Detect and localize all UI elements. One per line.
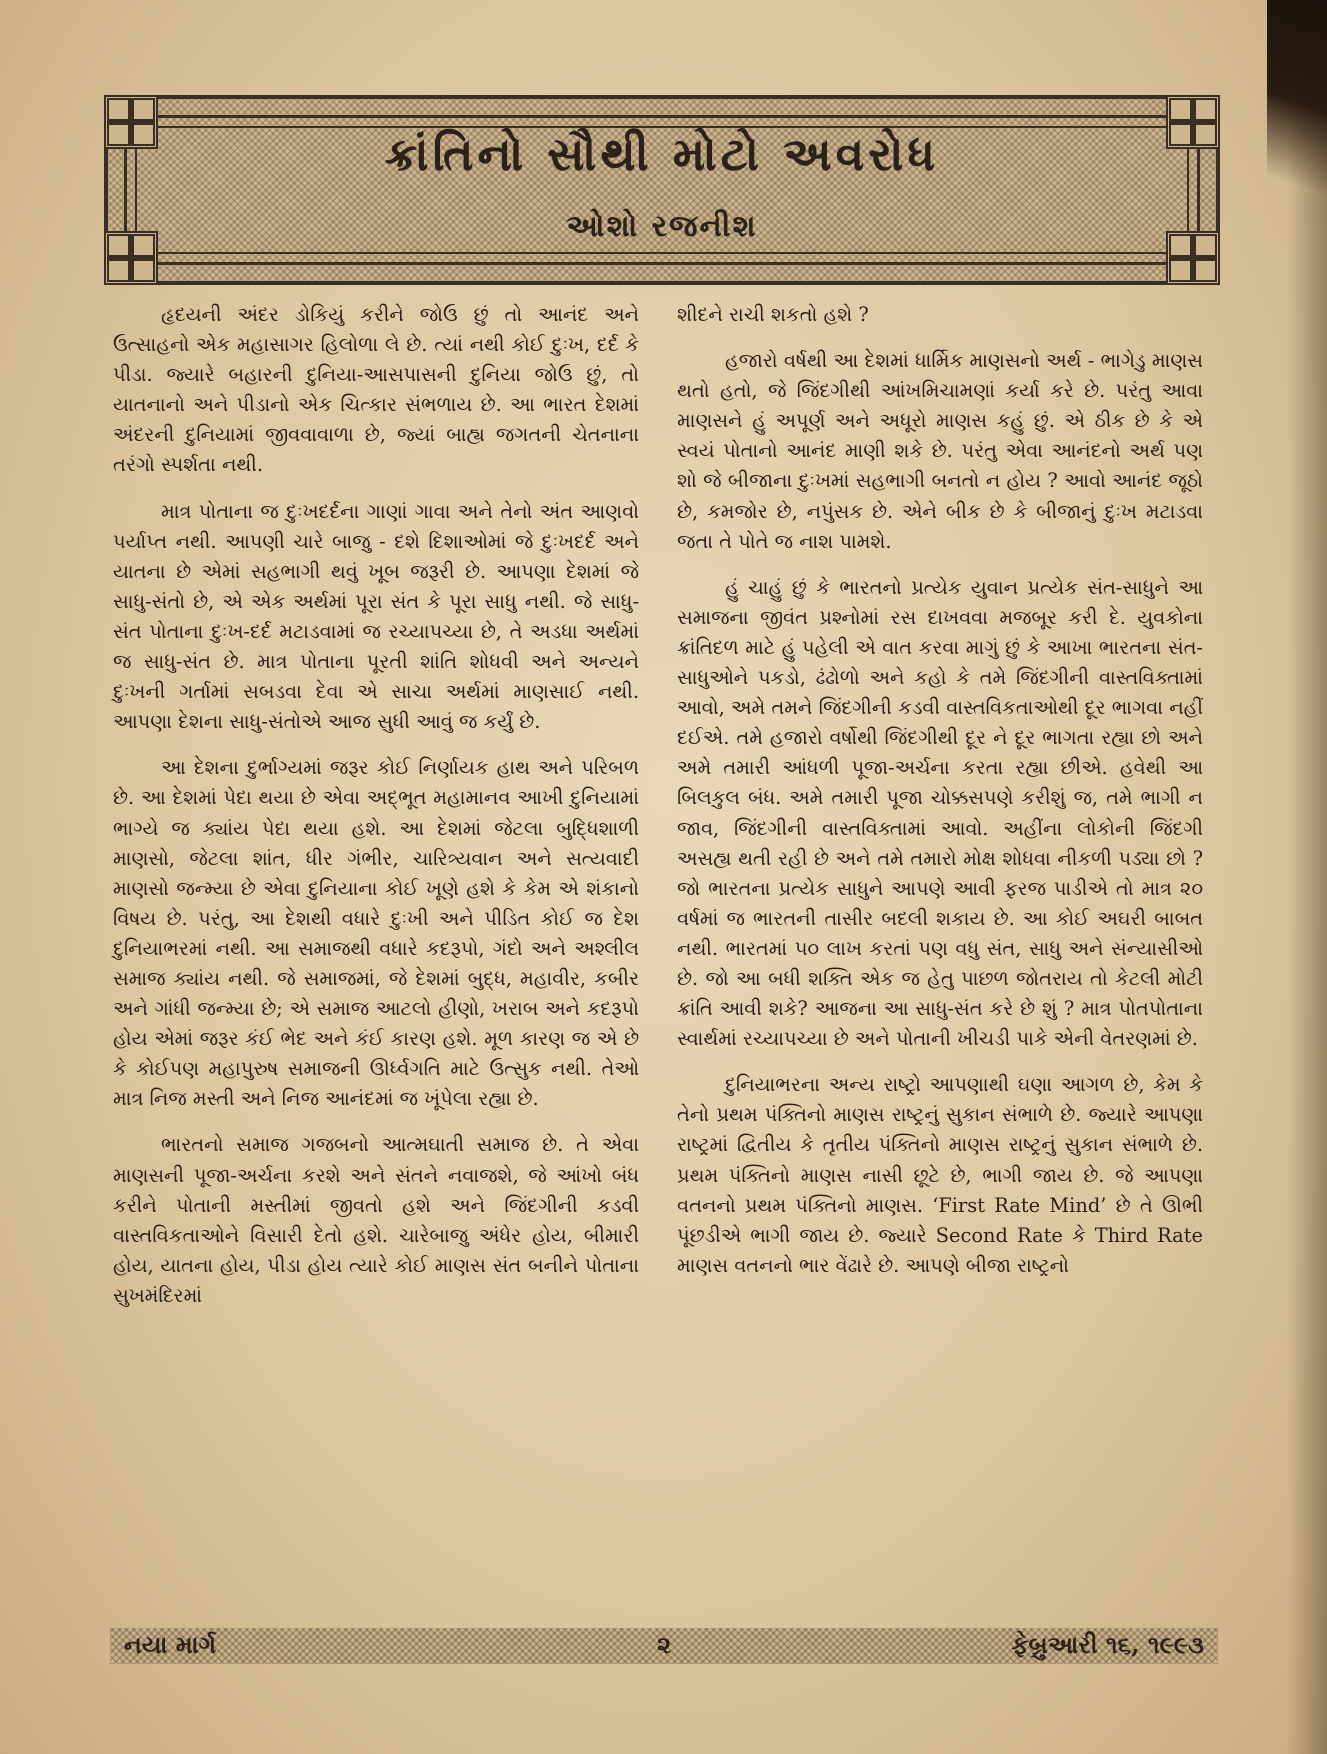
paragraph: હૃદયની અંદર ડોકિયું કરીને જોઉ છું તો આનંદ અને ઉત્સાહનો એક મહાસાગર હિલોળા લે છે. ત્યાં નથી કોઈ દુઃખ, દર્દ કે પીડા. જ્યારે બહારની દુનિયા-આસપાસની દુનિયા જોઉ છું, તો યાતનાનો અને પીડાનો એક ચિત્કાર સંભળાય છે. આ ભારત દેશમાં અંદરની દુનિયામાં જીવવાવાળા છે, જ્યાં બાહ્ય જગતની ચેતનાના તરંગો સ્પર્શતા નથી. xyxy=(113,303,639,477)
left-column xyxy=(113,300,639,1327)
title-frame xyxy=(104,95,1220,285)
issue-date: ફેબ્રુઆરી ૧૬, ૧૯૯૩ xyxy=(1011,1630,1204,1659)
page-edge-shadow xyxy=(1287,0,1327,1754)
paragraph: દુનિયાભરના અન્ય રાષ્ટ્રો આપણાથી ઘણા આગળ છે, કેમ કે તેનો પ્રથમ પંક્તિનો માણસ રાષ્ટ્રનું સુકાન સંભાળે છે. જ્યારે આપણા રાષ્ટ્રમાં દ્વિતીય કે તૃતીય પંક્તિનો માણસ રાષ્ટ્રનું સુકાન સંભાળે છે. પ્રથમ પંક્તિનો માણસ નાસી છૂટે છે, ભાગી જાય છે. જે આપણા વતનનો પ્રથમ પંક્તિનો માણસ. ‘First Rate Mind’ છે તે ઊભી પૂંછડીએ ભાગી જાય છે. જ્યારે Second Rate કે Third Rate માણસ વતનનો ભાર વેંઢારે છે. આપણે બીજા રાષ્ટ્રનો xyxy=(677,1073,1203,1277)
article-author: ઓશો રજનીશ xyxy=(566,209,758,244)
right-column xyxy=(677,300,1203,1297)
paragraph: હજારો વર્ષથી આ દેશમાં ધાર્મિક માણસનો અર્થ - ભાગેડુ માણસ થતો હતો, જે જિંદગીથી આંખમિચામણાં કર્યા કરે છે. પરંતુ આવા માણસને હું અપૂર્ણ અને અધૂરો માણસ કહું છું. એ ઠીક છે કે એ સ્વયં પોતાનો આનંદ માણી શકે છે. પરંતુ એવા આનંદનો અર્થ પણ શો જે બીજાના દુઃખમાં સહભાગી બનતો ન હોય ? આવો આનંદ જૂઠો છે, કમજોર છે, નપુંસક છે. એને બીક છે કે બીજાનું દુઃખ મટાડવા જતા તે પોતે જ નાશ પામશે. xyxy=(677,349,1203,553)
publication-name: નયા માર્ગ xyxy=(124,1630,217,1659)
paragraph: માત્ર પોતાના જ દુઃખદર્દના ગાણાં ગાવા અને તેનો અંત આણવો પર્યાપ્ત નથી. આપણી ચારે બાજુ - દશે દિશાઓમાં જે દુઃખદર્દ અને યાતના છે એમાં સહભાગી થવું ખૂબ જરૂરી છે. આપણા દેશમાં જે સાધુ-સંતો છે, એ એક અર્થમાં પૂરા સંત કે પૂરા સાધુ નથી. જે સાધુ-સંત પોતાના દુઃખ-દર્દ મટાડવામાં જ રચ્યાપચ્યા છે, તે અડધા અર્થમાં જ સાધુ-સંત છે. માત્ર પોતાના પૂરતી શાંતિ શોધવી અને અન્યને દુઃખની ગર્તામાં સબડવા દેવા એ સાચા અર્થમાં માણસાઈ નથી. આપણા દેશના સાધુ-સંતોએ આજ સુધી આવું જ કર્યું છે. xyxy=(113,499,639,734)
paragraph: આ દેશના દુર્ભાગ્યમાં જરૂર કોઈ નિર્ણાયક હાથ અને પરિબળ છે. આ દેશમાં પેદા થયા છે એવા અદ્ભૂત મહામાનવ આખી દુનિયામાં ભાગ્યે જ ક્યાંય પેદા થયા હશે. આ દેશમાં જેટલા બુદ્ધિશાળી માણસો, જેટલા શાંત, ધીર ગંભીર, ચારિત્ર્યવાન અને સત્યવાદી માણસો જન્મ્યા છે એવા દુનિયાના કોઈ ખૂણે હશે કે કેમ એ શંકાનો વિષય છે. પરંતુ, આ દેશથી વધારે દુઃખી અને પીડિત કોઈ જ દેશ દુનિયાભરમાં નથી. આ સમાજથી વધારે કદરૂપો, ગંદો અને અશ્લીલ સમાજ ક્યાંય નથી. જે સમાજમાં, જે દેશમાં બુદ્ધ, મહાવીર, કબીર અને ગાંધી જન્મ્યા છે; એ સમાજ આટલો હીણો, ખરાબ અને કદરૂપો હોય એમાં જરૂર કંઈ ભેદ અને કંઈ કારણ હશે. મૂળ કારણ જ એ છે કે કોઈપણ મહાપુરુષ સમાજની ઊર્ધ્વગતિ માટે ઉત્સુક નથી. તેઓ માત્ર નિજ મસ્તી અને નિજ આનંદમાં જ ખૂંપેલા રહ્યા છે. xyxy=(113,756,639,1111)
page-footer xyxy=(110,1628,1218,1664)
paragraph: હું ચાહું છું કે ભારતનો પ્રત્યેક યુવાન પ્રત્યેક સંત-સાધુને આ સમાજના જીવંત પ્રશ્નોમાં રસ દાખવવા મજબૂર કરી દે. યુવકોના ક્રાંતિદળ માટે હું પહેલી એ વાત કરવા માગું છું કે આખા ભારતના સંત-સાધુઓને પકડો, ઢંઢોળો અને કહો કે તમે જિંદગીની વાસ્તવિક્તામાં આવો, અમે તમને જિંદગીની કડવી વાસ્તવિકતાઓથી દૂર ભાગવા નહીં દઈએ. તમે હજારો વર્ષોથી જિંદગીથી દૂર ને દૂર ભાગતા રહ્યા છો અને અમે તમારી આંધળી પૂજા-અર્ચના કરતા રહ્યા છીએ. હવેથી આ બિલકુલ બંધ. અમે તમારી પૂજા ચોક્કસપણે કરીશું જ, તમે ભાગી ન જાવ, જિંદગીની વાસ્તવિક્તામાં આવો. અહીંના લોકોની જિંદગી અસહ્ય થતી રહી છે અને તમે તમારો મોક્ષ શોધવા નીકળી પડ્યા છો ? જો ભારતના પ્રત્યેક સાધુને આપણે આવી ફરજ પાડીએ તો માત્ર ૨૦ વર્ષમાં જ ભારતની તાસીર બદલી શકાય છે. આ કોઈ અઘરી બાબત નથી. ભારતમાં ૫૦ લાખ કરતાં પણ વધુ સંત, સાધુ અને સંન્યાસીઓ છે. જો આ બધી શક્તિ એક જ હેતુ પાછળ જોતરાય તો કેટલી મોટી ક્રાંતિ આવી શકે? આજના આ સાધુ-સંત કરે છે શું ? માત્ર પોતપોતાના સ્વાર્થમાં રચ્યાપચ્યા છે અને પોતાની ખીચડી પાકે એની વેતરણમાં છે. xyxy=(677,575,1203,1051)
page-number: ૨ xyxy=(656,1630,672,1659)
article-title: ક્રાંતિનો સૌથી મોટો અવરોધ xyxy=(384,127,940,181)
paragraph: શીદને રાચી શકતો હશે ? xyxy=(677,303,869,326)
torn-corner xyxy=(1267,0,1327,260)
paragraph: ભારતનો સમાજ ગજબનો આત્મઘાતી સમાજ છે. તે એવા માણસની પૂજા-અર્ચના કરશે અને સંતને નવાજશે, જે આંખો બંધ કરીને પોતાની મસ્તીમાં જીવતો હશે અને જિંદગીની કડવી વાસ્તવિકતાઓને વિસારી દેતો હશે. ચારેબાજુ અંધેર હોય, બીમારી હોય, યાતના હોય, પીડા હોય ત્યારે કોઈ માણસ સંત બનીને પોતાના સુખમંદિરમાં xyxy=(113,1133,639,1307)
